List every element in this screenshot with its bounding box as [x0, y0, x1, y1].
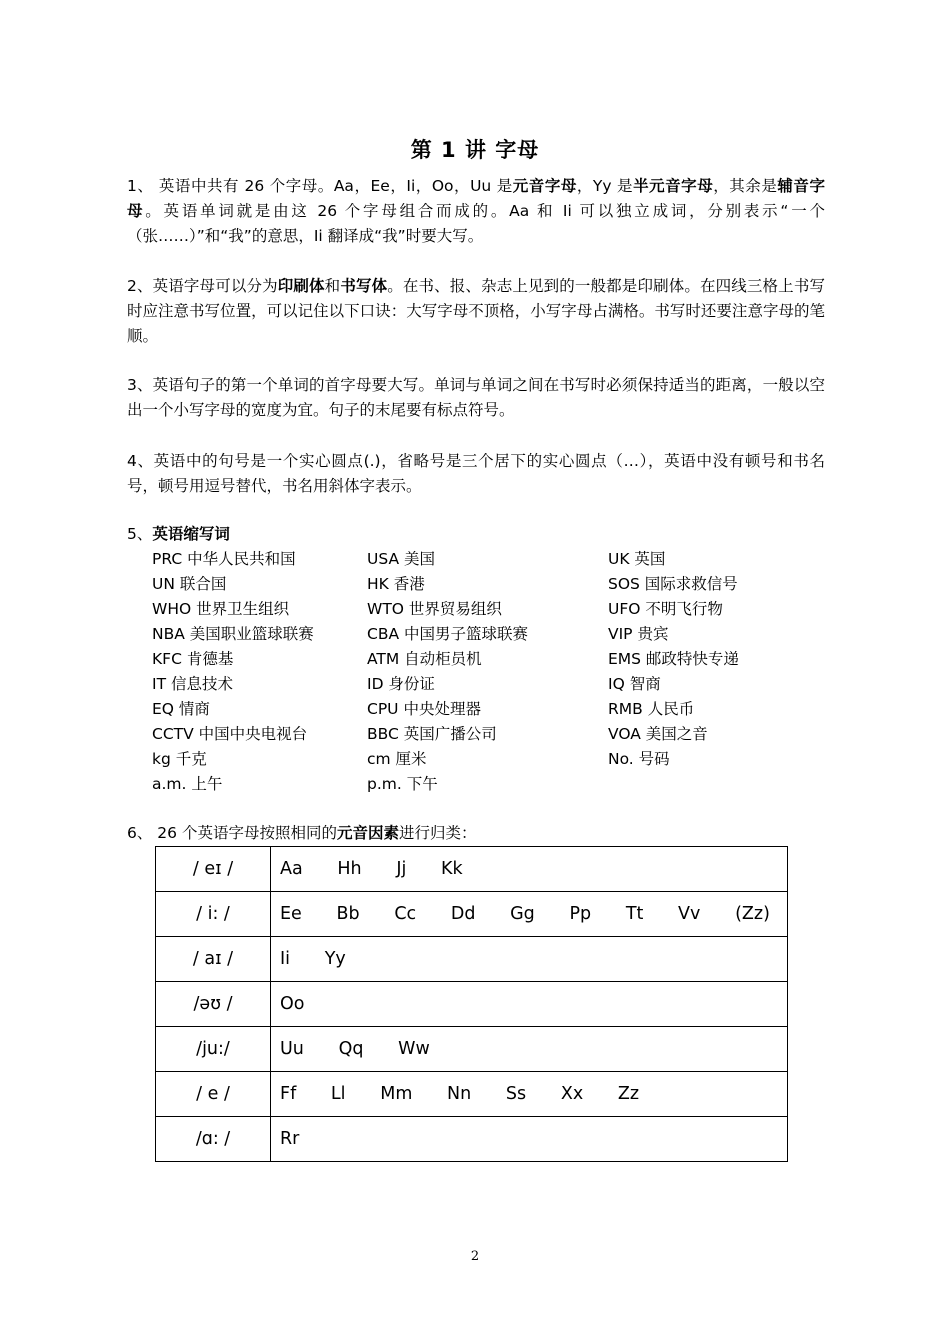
abbr-row: [152, 572, 832, 597]
abbr-row: [152, 547, 832, 572]
abbr-row: [152, 772, 832, 797]
abbr-row: [152, 747, 832, 772]
abbr-item: VOA 美国之音: [608, 725, 708, 743]
abbr-item: IQ 智商: [608, 675, 661, 693]
section-5-number: 5、: [127, 525, 153, 543]
p1-text-4: 。英语单词就是由这 26 个字母组合而成的。Aa 和 Ii 可以独立成词，分别表示“一个（张……）”和“我”的意思，Ii 翻译成“我”时要大写。: [127, 202, 825, 245]
p1-text-1: 1、 英语中共有 26 个字母。Aa，Ee，Ii，Oo，Uu 是: [127, 177, 513, 195]
abbr-item: PRC 中华人民共和国: [152, 550, 296, 568]
section-6-title: [127, 821, 476, 846]
letters-cell: Uu Qq Ww: [271, 1027, 788, 1072]
table-row: [156, 937, 788, 982]
paragraph-3: 3、英语句子的第一个单词的首字母要大写。单词与单词之间在书写时必须保持适当的距离，一般以空出一个小写字母的宽度为宜。句子的末尾要有标点符号。: [127, 376, 825, 419]
letters-cell: Ii Yy: [271, 937, 788, 982]
vowel-table: [155, 846, 788, 1162]
ipa-cell: / aɪ /: [156, 937, 271, 982]
abbr-item: HK 香港: [367, 575, 425, 593]
abbr-item: No. 号码: [608, 750, 670, 768]
page-title: 第 1 讲 字母: [410, 138, 540, 162]
letters-cell: Rr: [271, 1117, 788, 1162]
ipa-cell: /ɑ: /: [156, 1117, 271, 1162]
abbr-row: [152, 672, 832, 697]
section-6-bold: 元音因素: [336, 824, 399, 842]
ipa-cell: / eɪ /: [156, 847, 271, 892]
p1-text-3: ，其余是: [713, 177, 778, 195]
abbr-item: EQ 情商: [152, 700, 210, 718]
p2-bold-script: 书写体: [340, 277, 388, 295]
abbr-row: [152, 697, 832, 722]
abbr-item: CCTV 中国中央电视台: [152, 725, 308, 743]
ipa-cell: /ju:/: [156, 1027, 271, 1072]
abbr-row: [152, 722, 832, 747]
ipa-cell: / e /: [156, 1072, 271, 1117]
paragraph-4: 4、英语中的句号是一个实心圆点(.)，省略号是三个居下的实心圆点（…），英语中没有顿号和书名号，顿号用逗号替代，书名用斜体字表示。: [127, 452, 825, 495]
abbr-item: ATM 自动柜员机: [367, 650, 482, 668]
p1-bold-vowel: 元音字母: [512, 177, 577, 195]
abbr-item: KFC 肯德基: [152, 650, 234, 668]
section-5-title: [127, 522, 230, 547]
abbr-item: cm 厘米: [367, 750, 427, 768]
abbr-item: RMB 人民币: [608, 700, 695, 718]
p2-text-1: 2、英语字母可以分为: [127, 277, 278, 295]
p2-bold-print: 印刷体: [277, 277, 325, 295]
letters-cell: Aa Hh Jj Kk: [271, 847, 788, 892]
abbr-item: IT 信息技术: [152, 675, 233, 693]
table-row: [156, 1027, 788, 1072]
p2-text-3: 。在书、报、杂志上见到的一般都是印刷体。在四线三格上书写时应注意书写位置，可以记住以下口诀：大写字母不顶格，小写字母占满格。书写时还要注意字母的笔顺。: [127, 277, 825, 345]
abbr-row: [152, 622, 832, 647]
abbr-item: CBA 中国男子篮球联赛: [367, 625, 528, 643]
letters-cell: Oo: [271, 982, 788, 1027]
section-6-text-2: 进行归类：: [398, 824, 477, 842]
letters-cell: Ff Ll Mm Nn Ss Xx Zz: [271, 1072, 788, 1117]
table-row: [156, 892, 788, 937]
abbr-item: a.m. 上午: [152, 775, 223, 793]
table-row: [156, 1117, 788, 1162]
abbr-item: SOS 国际求救信号: [608, 575, 738, 593]
abbr-row: [152, 597, 832, 622]
abbr-item: USA 美国: [367, 550, 436, 568]
abbr-item: CPU 中央处理器: [367, 700, 481, 718]
page-number: 2: [470, 1249, 480, 1264]
section-6-text-1: 6、 26 个英语字母按照相同的: [127, 824, 337, 842]
abbr-item: UFO 不明飞行物: [608, 600, 723, 618]
p1-bold-consonant: 辅音字母: [127, 177, 825, 220]
abbr-item: ID 身份证: [367, 675, 435, 693]
letters-cell: Ee Bb Cc Dd Gg Pp Tt Vv (Zz): [271, 892, 788, 937]
paragraph-2: [127, 274, 825, 349]
p1-bold-semivowel: 半元音字母: [633, 177, 714, 195]
abbr-item: NBA 美国职业篮球联赛: [152, 625, 314, 643]
table-row: [156, 982, 788, 1027]
abbr-item: WHO 世界卫生组织: [152, 600, 290, 618]
abbr-item: UN 联合国: [152, 575, 227, 593]
paragraph-1: [127, 174, 825, 249]
abbr-row: [152, 647, 832, 672]
abbr-item: VIP 贵宾: [608, 625, 669, 643]
ipa-cell: /əʊ /: [156, 982, 271, 1027]
abbr-item: EMS 邮政特快专递: [608, 650, 739, 668]
table-row: [156, 1072, 788, 1117]
abbr-item: p.m. 下午: [367, 775, 438, 793]
section-5-label: 英语缩写词: [152, 525, 230, 543]
ipa-cell: / i: /: [156, 892, 271, 937]
table-row: [156, 847, 788, 892]
abbr-item: UK 英国: [608, 550, 666, 568]
p1-text-2: ，Yy 是: [576, 177, 634, 195]
abbreviation-list: [152, 547, 832, 797]
p2-text-2: 和: [324, 277, 341, 295]
abbr-item: kg 千克: [152, 750, 207, 768]
abbr-item: BBC 英国广播公司: [367, 725, 497, 743]
abbr-item: WTO 世界贸易组织: [367, 600, 502, 618]
